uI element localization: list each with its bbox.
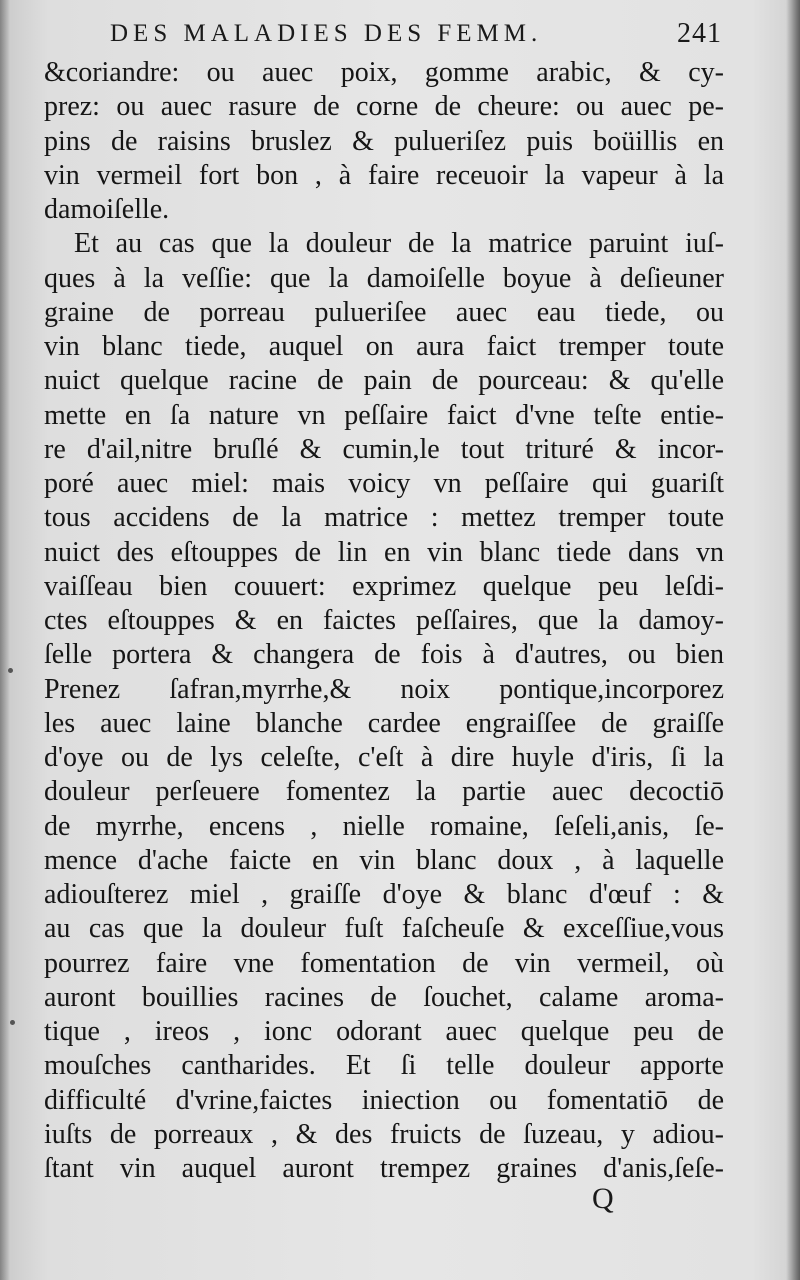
- text-line: ſtant vin auquel auront trempez graines d'anis,ſeſe-: [44, 1153, 724, 1184]
- text-line: d'oye ou de lys celeſte, c'eſt à dire huyle d'iris, ſi la: [44, 742, 724, 773]
- page-header: [110, 18, 722, 54]
- text-line: pins de raisins bruslez & pulueriſez puis boüillis en: [44, 125, 724, 157]
- text-line: re d'ail,nitre bruſlé & cumin,le tout trituré & incor-: [44, 433, 724, 465]
- text-line: prez: ou auec rasure de corne de cheure: ou auec pe-: [44, 91, 724, 123]
- text-line: ques à la veſſie: que la damoiſelle boyue à deſieuner: [44, 262, 724, 294]
- text-line: pourrez faire vne fomentation de vin vermeil, où: [44, 947, 724, 979]
- body-text: [44, 56, 724, 1186]
- text-line: graine de porreau pulueriſee auec eau tiede, ou: [44, 296, 724, 328]
- text-line: nuict quelque racine de pain de pourceau: & qu'elle: [44, 365, 724, 397]
- text-line: ctes eſtouppes & en faictes peſſaires, que la damoy-: [44, 605, 724, 636]
- text-line: mence d'ache faicte en vin blanc doux , à laquelle: [44, 844, 724, 876]
- text-line: vin vermeil fort bon , à faire receuoir la vapeur à la: [44, 159, 724, 191]
- text-line: ſelle portera & changera de fois à d'autres, ou bien: [44, 639, 724, 671]
- text-line: Prenez ſafran,myrrhe,& noix pontique,incorporez: [44, 673, 724, 705]
- text-line: tous accidens de la matrice : mettez tremper toute: [44, 502, 724, 534]
- text-line: mouſches cantharides. Et ſi telle douleur apporte: [44, 1050, 724, 1082]
- running-title: DES MALADIES DES FEMM.: [110, 20, 543, 47]
- text-line: douleur perſeuere fomentez la partie auec decoctiō: [44, 776, 724, 808]
- text-line: vaiſſeau bien couuert: exprimez quelque peu leſdi-: [44, 570, 724, 602]
- catchword: Q: [592, 1182, 614, 1215]
- text-line: damoiſelle.: [44, 194, 170, 225]
- text-line: &coriandre: ou auec poix, gomme arabic, & cy-: [44, 57, 724, 88]
- text-line: iuſts de porreaux , & des fruicts de ſuzeau, y adiou-: [44, 1118, 724, 1150]
- text-line: adiouſterez miel , graiſſe d'oye & blanc d'œuf : &: [44, 879, 724, 910]
- text-line: vin blanc tiede, auquel on aura faict tremper toute: [44, 331, 724, 362]
- page-edge-shadow: [786, 0, 800, 1280]
- text-line: difficulté d'vrine,faictes iniection ou fomentatiō de: [44, 1084, 724, 1116]
- paper-speck: [8, 668, 13, 673]
- paper-speck: [10, 1020, 15, 1025]
- gutter-shadow: [0, 0, 10, 1280]
- paragraph-start-line: Et au cas que la douleur de la matrice paruint iuſ-: [74, 228, 724, 260]
- page-number: 241: [677, 18, 722, 49]
- text-line: au cas que la douleur fuſt faſcheuſe & exceſſiue,vous: [44, 913, 724, 945]
- text-line: mette en ſa nature vn peſſaire faict d'vne teſte entie-: [44, 399, 724, 431]
- text-line: nuict des eſtouppes de lin en vin blanc tiede dans vn: [44, 536, 724, 568]
- text-line: les auec laine blanche cardee engraiſſee de graiſſe: [44, 707, 724, 739]
- text-line: auront bouillies racines de ſouchet, calame aroma-: [44, 981, 724, 1013]
- text-line: de myrrhe, encens , nielle romaine, ſeſeli,anis, ſe-: [44, 810, 724, 842]
- text-line: tique , ireos , ionc odorant auec quelque peu de: [44, 1016, 724, 1047]
- text-line: poré auec miel: mais voicy vn peſſaire qui guariſt: [44, 468, 724, 499]
